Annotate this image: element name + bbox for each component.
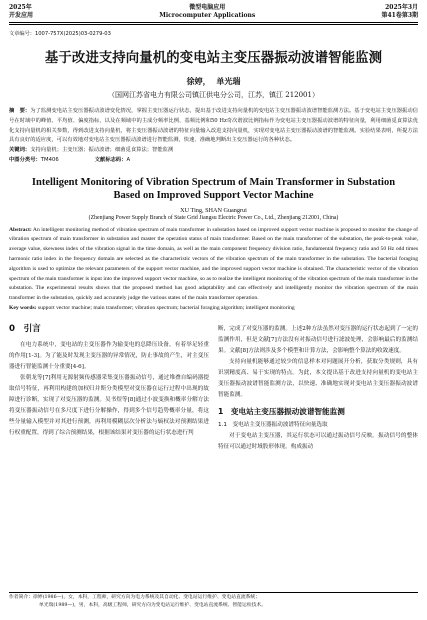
footnote-author-1: 作者简介：徐婷(1986—)，女，本科，工程师，研究方向为电力系统及其自动化、变电站运行维护、变电站直流系统；: [9, 595, 261, 600]
journal-name-cn: 微型电脑应用: [189, 4, 226, 11]
header-rule: [9, 22, 418, 25]
paragraph: 支持向量机能够通过较少的信息样本对问题展开分析，获取分类规则，具有识别精度高、易于实现的特点。为此，本文提出基于改进支持向量机的变电站主变压器振动波谱智能监测方法，以快速、准确地实现对变电站主变压器振动波谱智能监测。: [218, 358, 418, 398]
keywords-cn-text: 支持向量机；主变压器；振动波谱；细菌觅食算法；智能监测: [30, 147, 174, 154]
abstract-cn-label: 摘 要：: [9, 108, 31, 114]
keywords-cn-label: 关键词：: [9, 147, 31, 154]
subsection-heading-1-1: 1.1 变电站主变压器振动波谱特征向量选取: [218, 421, 328, 428]
title-chinese: 基于改进支持向量机的变电站主变压器振动波谱智能监测: [44, 51, 383, 66]
keywords-english: [9, 304, 418, 314]
header-center: [159, 4, 255, 20]
header-volume: 第41卷第3期: [381, 12, 418, 19]
affiliation-english: (Zhenjiang Power Supply Branch of State Grid Jiangsu Electric Power Co., Ltd., Zhenjiang 212001, China): [88, 214, 339, 221]
abstract-en-label: Abstract:: [9, 226, 32, 233]
abstract-en-text: An intelligent monitoring method of vibration spectrum of main transformer in substation based on improved support vector machine is proposed to monitor the change of vibration spectrum of main transformer in substation and master the operation status of main transformer. Based on the main transformer of the substation, the peak-to-peak value, average value, skewness index of the vibration signal in the time domain, as well as the main component frequency division ratio, fundamental frequency ratio and 50 Hz odd times harmonic ratio index in the frequency domain are selected as the characteristic vectors of the vibration spectrum of the main transformer in the substation. The bacterial foraging algorithm is used to optimize the relevant parameters of the support vector machine, and the improved support vector machine is obtained. The characteristic vector of the vibration spectrum of the main transformer is input into the improved support vector machine, so as to realize the intelligent monitoring of the vibration spectrum of the main transformer in the substation. The experimental results shows that the proposed method has good adaptability and can effectively and intelligently monitor the vibration spectrum of the main transformer in the substation, quickly and accurately judge the various states of the main transformer operation.: [9, 226, 418, 302]
footnote: [9, 592, 418, 609]
right-column: [218, 324, 418, 453]
abstract-chinese: [9, 107, 418, 146]
header-right: [381, 4, 418, 20]
clc-number: [9, 156, 59, 166]
classification-row: [9, 156, 418, 166]
clc-label: 中图分类号：: [9, 156, 41, 163]
title-en-line2: Based on Improved Support Vector Machine: [113, 190, 314, 202]
section-heading-1: 1 变电站主变压器振动波谱智能监测: [218, 406, 345, 416]
clc-value: TM406: [40, 156, 59, 163]
article-id: 文章编号：1007-757X(2025)03-0279-03: [9, 31, 111, 37]
paragraph: 在电力系统中，变电站的主变压器作为输变电的总降压设备，有着举足轻重的作用[1-3]。为了能及时发现主变压器的异常情况，防止事故的产生，对主变压器进行智能监测十分重要[4-6]。: [9, 341, 209, 370]
header-left: [9, 4, 33, 20]
keywords-chinese: [9, 146, 418, 156]
title-english: [9, 176, 418, 203]
paragraph: 对于变电站主变压器，其运行状态可以通过振动信号反映。振动信号的整体特征可以通过时域股形体现。构成振动: [218, 432, 418, 450]
section-heading-intro: 0 引言: [9, 323, 41, 334]
doc-code: [95, 156, 130, 166]
doc-code-label: 文献标志码：: [94, 156, 127, 163]
doc-code-value: A: [126, 156, 131, 163]
body-columns: [9, 324, 418, 453]
header-date: 2025年3月: [385, 4, 418, 11]
left-column: [9, 324, 209, 453]
authors-english: XU Ting, SHAN Guangrui: [180, 206, 247, 214]
affiliation-chinese: （国网江苏省电力有限公司镇江供电分公司，江苏，镇江 212001）: [108, 91, 319, 99]
abstract-cn-text: 为了监测变电站主变压器振动波谱变化情况，掌握主变压器运行状态，提出基于改进支持向量机的变电站主变压器振动波谱智能监测方法。基于变电站主变压器振动信号在时域中的峰值、平均值、偏度指标，以及在频域中的主成分频率比例、基频比例和50 Hz奇次谐波比例指标作为变电站主变压器振动波谱的特征向量，利用细菌觅食算法优化支持向量机的相关参数，得到改进支持向量机，将主变压器振动波谱的特征向量输入改进支持向量机，实现对变电站主变压器振动波谱的智能监测。实验结果表明，所提方法具有良好的适应度，可以有效地对变电站主变压器振动波谱进行智能监测，快速、准确地判断出主变压器运行的各种状态。: [9, 108, 418, 144]
paragraph: 断，完成了对变压器的监测。上述2种方法虽然对变压器的运行状态起到了一定的监测作用，但是文献[7]方法没有对振动信号进行滤波处理，会影响最后的监测结果。文献[8]方法则涉及多个模型和计算方法，会影响整个算法的收敛速度。: [218, 325, 418, 354]
journal-name-en: Microcomputer Applications: [159, 12, 256, 19]
footnote-author-2: 单光瑞(1989—)，男，本科，高级工程师，研究方向为变电站运行维护、变电站直流系统、智能运检技术。: [39, 602, 267, 608]
header-year: 2025年: [9, 4, 32, 11]
keywords-en-text: support vector machine; main transformer; vibration spectrum; bacterial foraging algorithm; intelligent monitoring: [36, 304, 295, 311]
title-en-line1: Intelligent Monitoring of Vibration Spectrum of Main Transformer in Substation: [31, 176, 396, 188]
authors-chinese: 徐婷， 单光瑞: [186, 76, 241, 86]
keywords-en-label: Key words:: [9, 304, 37, 311]
paragraph: 张朝龙等[7]利用无源射频传感器采集变压器振动信号，通过堆叠自编码器提取信号特征，再利用构建的加权归并斯分类模型对变压器在运行过程中出现的故障进行诊断，实现了对变压器的监测。吴书煜等[8]通过小波变换和概率分解方法将变压器振动信号在多尺度下进行分解操作，得到多个信号趋势概率分量，将这些分量输入模型并对其进行预测，再利用模糊层次分析法与熵权法对预测结果进行权重配置，得到了综合预测结果，根据该结果对变压器的运行状态进行判: [9, 374, 209, 436]
running-header: [9, 0, 418, 20]
header-column: 开发应用: [9, 12, 34, 19]
abstract-english: [9, 226, 418, 304]
